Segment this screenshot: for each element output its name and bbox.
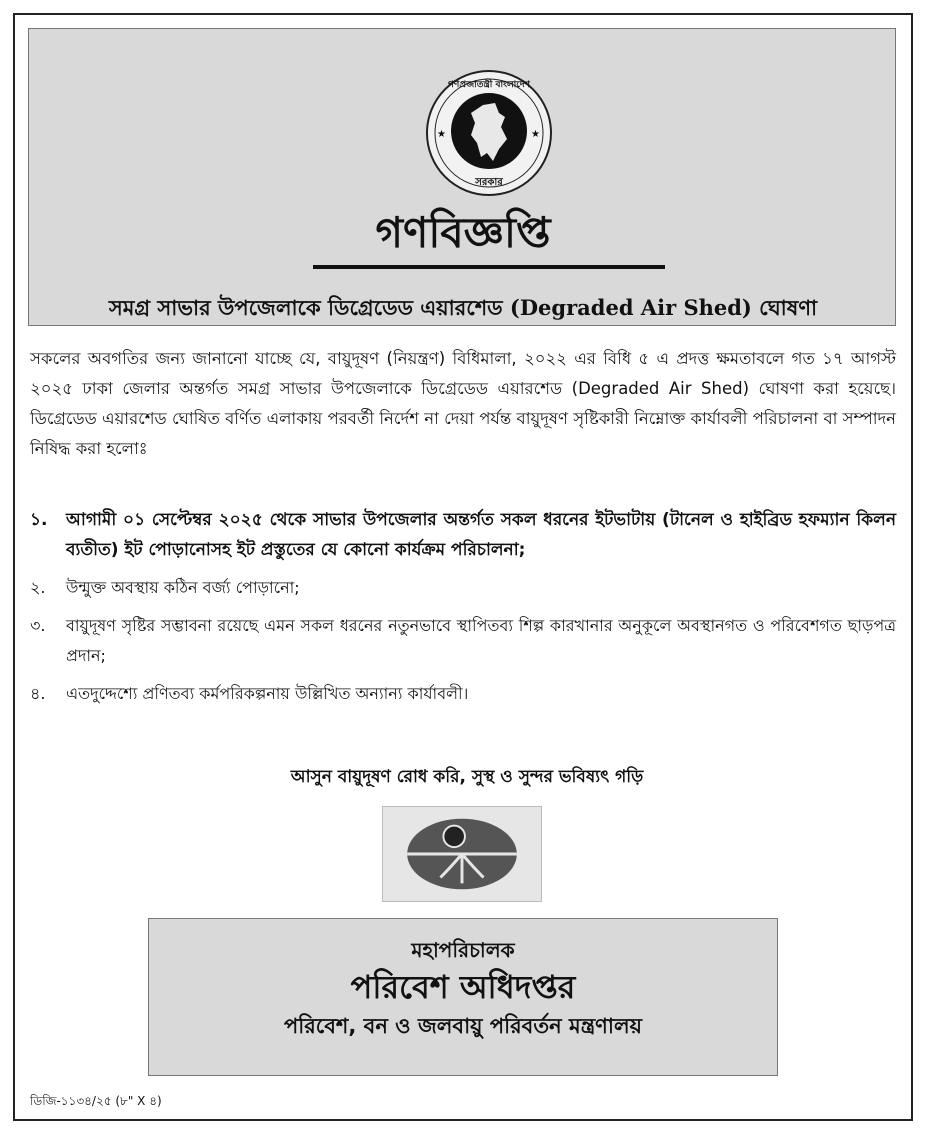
notice-header — [28, 28, 896, 326]
svg-text:সরকার: সরকার — [475, 177, 503, 188]
list-item — [30, 573, 896, 603]
government-seal-icon — [425, 69, 553, 197]
list-item-text: আগামী ০১ সেপ্টেম্বর ২০২৫ থেকে সাভার উপজেলার অন্তর্গত সকল ধরনের ইটভাটায় (টানেল ও হাইব্রিড হফম্যান কিলন ব্যতীত) ইট পোড়ানোসহ ইট প্রস্তুতের যে কোনো কার্যক্রম পরিচালনা; — [66, 510, 896, 560]
issuer-department: পরিবেশ অধিদপ্তর — [350, 968, 576, 1006]
list-item — [30, 611, 896, 671]
intro-paragraph: সকলের অবগতির জন্য জানানো যাচ্ছে যে, বায়ুদূষণ (নিয়ন্ত্রণ) বিধিমালা, ২০২২ এর বিধি ৫ এ প্রদত্ত ক্ষমতাবলে গত ১৭ আগস্ট ২০২৫ ঢাকা জেলার অন্তর্গত সমগ্র সাভার উপজেলাকে ডিগ্রেডেড এয়ারশেড (Degraded Air Shed) ঘোষণা করা হয়েছে। ডিগ্রেডেড এয়ারশেড ঘোষিত বর্ণিত এলাকায় পরবর্তী নির্দেশ না দেয়া পর্যন্ত বায়ুদূষণ সৃষ্টিকারী নিম্নোক্ত কার্যাবলী পরিচালনা বা সম্পাদন নিষিদ্ধ করা হলোঃ — [30, 349, 896, 458]
list-item — [30, 679, 896, 709]
issuer-block — [148, 918, 778, 1076]
list-item — [30, 505, 896, 565]
reference-code: ডিজি-১১৩৪/২৫ (৮" X ৪) — [30, 1094, 162, 1108]
list-item-number: ২. — [30, 578, 46, 597]
title-underline — [313, 265, 665, 269]
list-item-number: ৪. — [30, 684, 46, 703]
slogan: আসুন বায়ুদূষণ রোধ করি, সুস্থ ও সুন্দর ভবিষ্যৎ গড়ি — [290, 767, 644, 787]
issuer-ministry: পরিবেশ, বন ও জলবায়ু পরিবর্তন মন্ত্রণালয় — [283, 1014, 642, 1038]
notice-title: গণবিজ্ঞপ্তি — [375, 208, 551, 257]
svg-text:গণপ্রজাতন্ত্রী বাংলাদেশ: গণপ্রজাতন্ত্রী বাংলাদেশ — [448, 80, 530, 90]
list-item-text: বায়ুদূষণ সৃষ্টির সম্ভাবনা রয়েছে এমন সকল ধরনের নতুনভাবে স্থাপিতব্য শিল্প কারখানার অনুকূলে অবস্থানগত ও পরিবেশগত ছাড়পত্র প্রদান; — [66, 616, 896, 665]
svg-text:★: ★ — [531, 129, 540, 140]
notice-subtitle: সমগ্র সাভার উপজেলাকে ডিগ্রেডেড এয়ারশেড (Degraded Air Shed) ঘোষণা — [108, 295, 818, 320]
department-logo-icon — [382, 806, 542, 902]
list-item-text: এতদুদ্দেশ্যে প্রণিতব্য কর্মপরিকল্পনায় উল্লিখিত অন্যান্য কার্যাবলী। — [66, 684, 469, 703]
list-item-text: উন্মুক্ত অবস্থায় কঠিন বর্জ্য পোড়ানো; — [66, 578, 300, 597]
issuer-role: মহাপরিচালক — [411, 938, 515, 962]
list-item-number: ১. — [30, 510, 48, 530]
list-item-number: ৩. — [30, 616, 46, 635]
prohibited-activities-list — [30, 505, 896, 717]
svg-text:★: ★ — [437, 129, 446, 140]
